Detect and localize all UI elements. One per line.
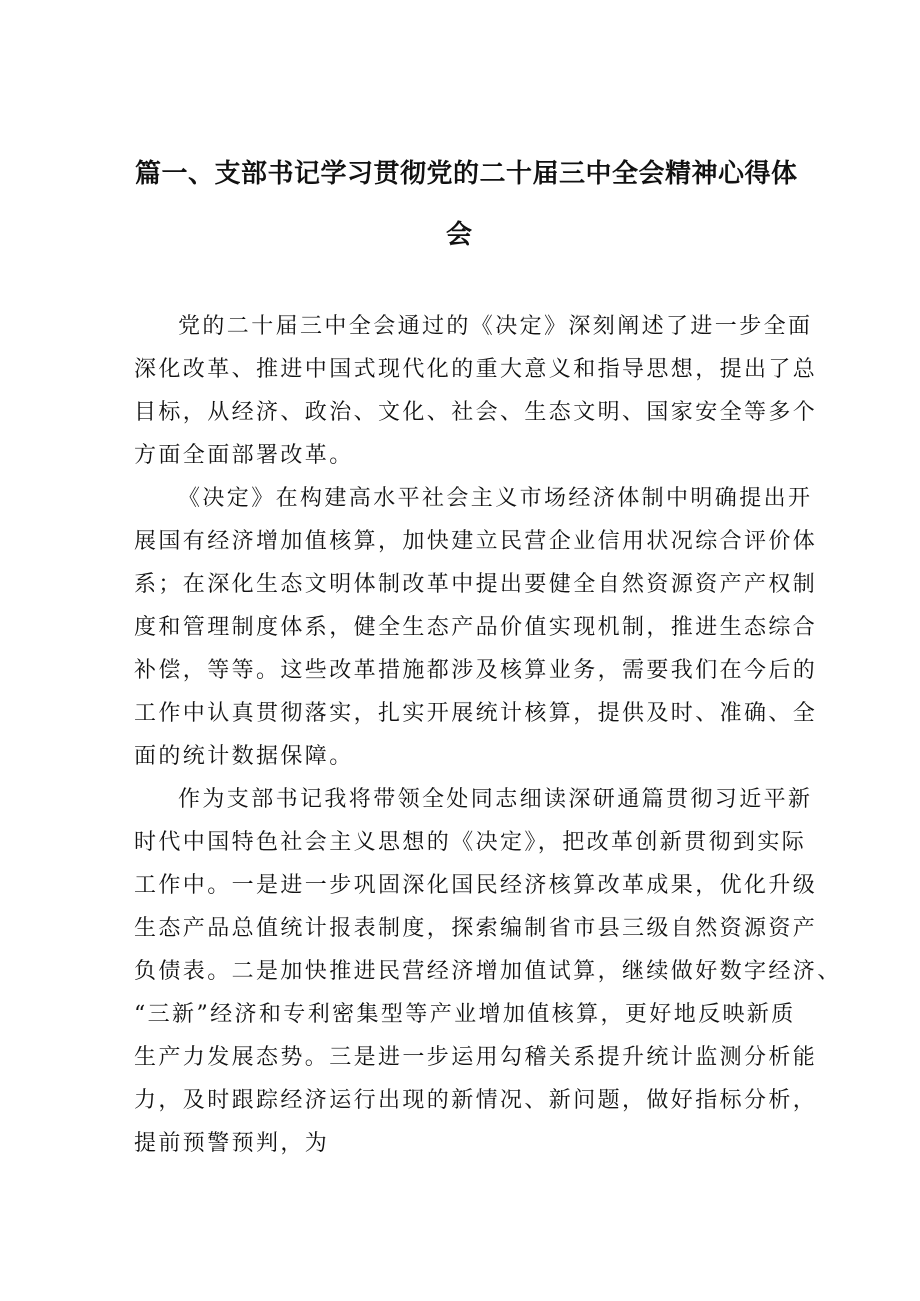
paragraph-2-line-6: 工作中认真贯彻落实，扎实开展统计核算，提供及时、准确、全 xyxy=(134,701,818,726)
paragraph-3-line-4: 生态产品总值统计报表制度，探索编制省市县三级自然资源资产 xyxy=(134,916,818,941)
paragraph-1-line-3: 目标，从经济、政治、文化、社会、生态文明、国家安全等多个 xyxy=(134,400,818,425)
paragraph-2-line-2: 展国有经济增加值核算，加快建立民营企业信用状况综合评价体 xyxy=(134,529,818,554)
paragraph-2-line-4: 度和管理制度体系，健全生态产品价值实现机制，推进生态综合 xyxy=(134,615,818,640)
paragraph-2-line-7: 面的统计数据保障。 xyxy=(134,744,354,769)
paragraph-2-line-3: 系；在深化生态文明体制改革中提出要健全自然资源资产产权制 xyxy=(134,572,818,597)
paragraph-1-line-4: 方面全面部署改革。 xyxy=(134,443,354,468)
paragraph-3-line-2: 时代中国特色社会主义思想的《决定》，把改革创新贯彻到实际 xyxy=(134,830,807,855)
paragraph-3-line-6: “三新”经济和专利密集型等产业增加值核算，更好地反映新质 xyxy=(134,1002,796,1027)
paragraph-3-line-5: 负债表。二是加快推进民营经济增加值试算，继续做好数字经济、 xyxy=(134,959,842,984)
paragraph-3-line-1: 作为支部书记我将带领全处同志细读深研通篇贯彻习近平新 xyxy=(178,787,813,812)
paragraph-1-line-2: 深化改革、推进中国式现代化的重大意义和指导思想，提出了总 xyxy=(134,357,818,382)
document-title-line-1: 篇一、支部书记学习贯彻党的二十届三中全会精神心得体 xyxy=(135,159,798,189)
paragraph-1-line-1: 党的二十届三中全会通过的《决定》深刻阐述了进一步全面 xyxy=(178,314,813,339)
paragraph-3-line-7: 生产力发展态势。三是进一步运用勾稽关系提升统计监测分析能 xyxy=(134,1045,818,1070)
document-title-line-2: 会 xyxy=(446,220,473,250)
paragraph-3-line-8: 力，及时跟踪经济运行出现的新情况、新问题，做好指标分析， xyxy=(134,1088,818,1113)
paragraph-2-line-5: 补偿，等等。这些改革措施都涉及核算业务，需要我们在今后的 xyxy=(134,658,818,683)
paragraph-3-line-3: 工作中。一是进一步巩固深化国民经济核算改革成果，优化升级 xyxy=(134,873,818,898)
paragraph-2-line-1: 《决定》在构建高水平社会主义市场经济体制中明确提出开 xyxy=(178,486,813,511)
paragraph-3-line-9: 提前预警预判，为 xyxy=(134,1131,330,1156)
